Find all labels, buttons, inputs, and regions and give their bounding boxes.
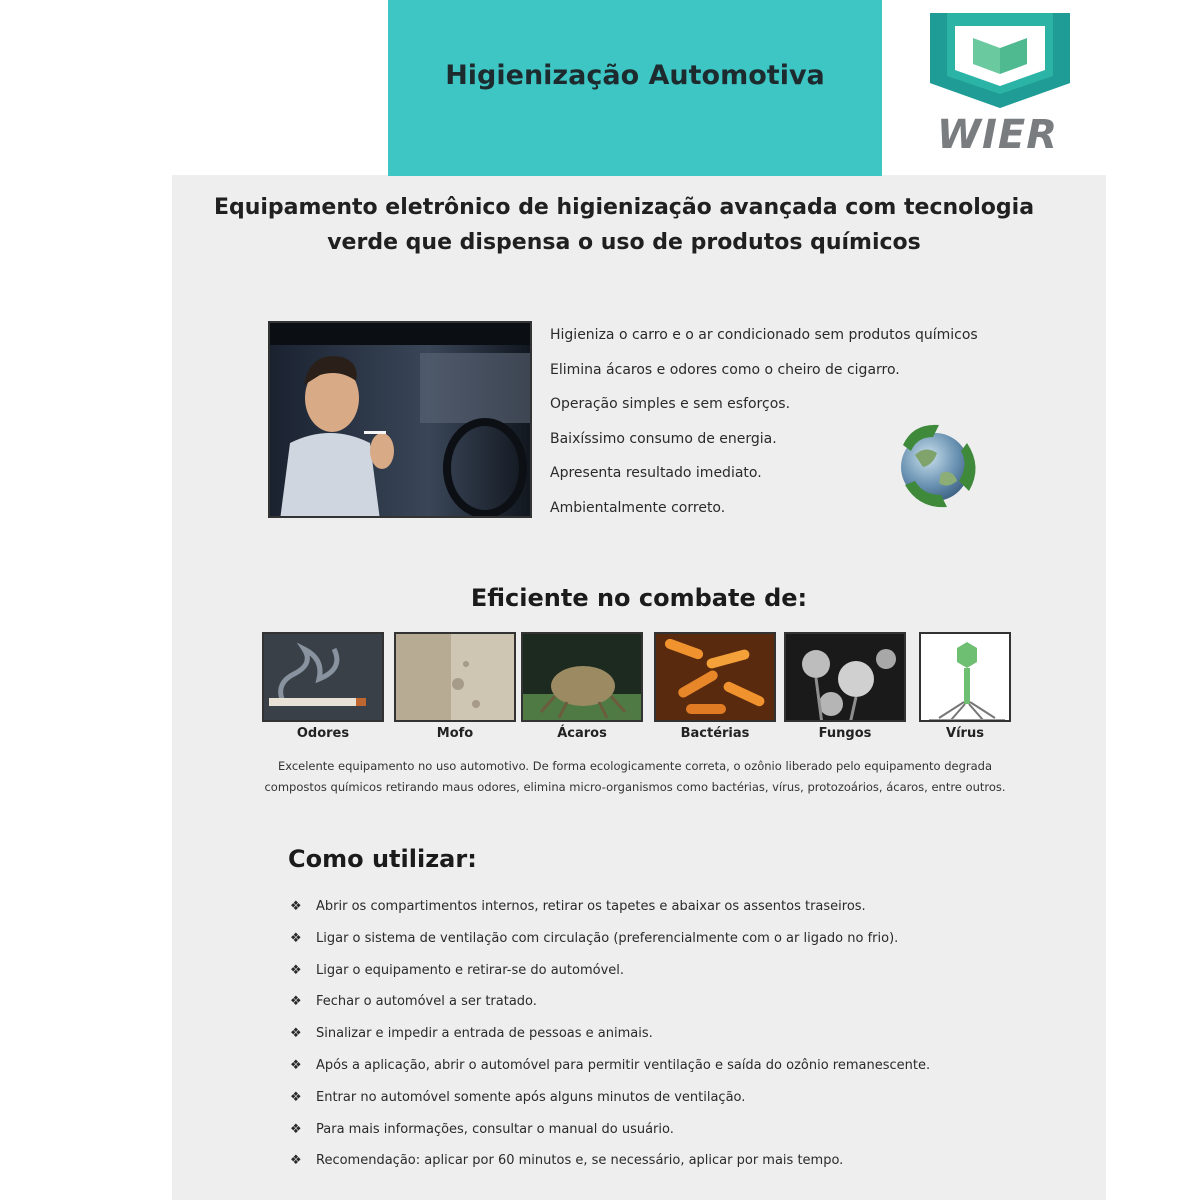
ozone-description: [210, 756, 1060, 798]
pathogen-acaros: [521, 632, 643, 741]
pathogen-label: Mofo: [436, 726, 474, 741]
diamond-bullet-icon: ❖: [290, 1089, 302, 1105]
pathogen-fungos: [784, 632, 906, 741]
benefit-item: Ambientalmente correto.: [550, 499, 726, 516]
diamond-bullet-icon: ❖: [290, 962, 302, 978]
usage-step: [290, 1053, 930, 1085]
description-line-2: compostos químicos retirando maus odores, elimina micro-organismos como bactérias, vírus, protozoários, ácaros, entre outros.: [264, 780, 1006, 794]
acaros-photo: [521, 632, 643, 722]
headline-line-1: Equipamento eletrônico de higienização avançada com tecnologia: [213, 195, 1035, 220]
usage-step-text: Ligar o sistema de ventilação com circulação (preferencialmente com o ar ligado no frio).: [316, 930, 899, 946]
usage-step-text: Abrir os compartimentos internos, retirar os tapetes e abaixar os assentos traseiros.: [316, 899, 866, 914]
diamond-bullet-icon: ❖: [290, 1057, 302, 1073]
diamond-bullet-icon: ❖: [290, 899, 302, 914]
pathogen-label: Fungos: [818, 726, 872, 741]
usage-step-text: Recomendação: aplicar por 60 minutos e, se necessário, aplicar por mais tempo.: [316, 1153, 844, 1169]
bacterias-photo: [654, 632, 776, 722]
usage-step-text: Entrar no automóvel somente após alguns minutos de ventilação.: [316, 1089, 746, 1105]
diamond-bullet-icon: ❖: [290, 930, 302, 946]
pathogen-bacterias: [654, 632, 776, 741]
benefit-item: Apresenta resultado imediato.: [550, 465, 762, 481]
driver-smoking-photo: [268, 321, 532, 518]
usage-step-text: Para mais informações, consultar o manual do usuário.: [316, 1121, 674, 1137]
pathogen-odores: [262, 632, 384, 741]
usage-step: [290, 989, 930, 1021]
pathogen-label: Odores: [296, 726, 350, 741]
diamond-bullet-icon: ❖: [290, 1153, 302, 1169]
headline-line-2: verde que dispensa o uso de produtos químicos: [327, 230, 921, 255]
usage-step: [290, 1021, 930, 1053]
benefit-item: Higieniza o carro e o ar condicionado sem produtos químicos: [550, 327, 978, 343]
usage-step: [290, 958, 930, 990]
pathogen-virus: [919, 632, 1011, 741]
diamond-bullet-icon: ❖: [290, 994, 302, 1010]
recycle-globe-icon: [885, 415, 985, 515]
virus-photo: [919, 632, 1011, 722]
benefit-item: Elimina ácaros e odores como o cheiro de cigarro.: [550, 361, 900, 378]
brand-name: WIER: [936, 112, 1059, 158]
diamond-bullet-icon: ❖: [290, 1121, 302, 1137]
usage-step-text: Fechar o automóvel a ser tratado.: [316, 994, 537, 1010]
usage-step-text: Sinalizar e impedir a entrada de pessoas e animais.: [316, 1026, 653, 1042]
pathogen-label: Bactérias: [680, 726, 750, 741]
usage-step-text: Após a aplicação, abrir o automóvel para permitir ventilação e saída do ozônio remanescente.: [316, 1057, 931, 1073]
headline: [172, 190, 1076, 260]
usage-step: [290, 1117, 930, 1149]
usage-step: [290, 926, 930, 958]
description-line-1: Excelente equipamento no uso automotivo. De forma ecologicamente correta, o ozônio liberado pelo equipamento degrada: [277, 759, 993, 773]
benefit-item: Operação simples e sem esforços.: [550, 396, 791, 412]
fungos-photo: [784, 632, 906, 722]
page-title: Higienização Automotiva: [445, 60, 825, 91]
odores-photo: [262, 632, 384, 722]
pathogen-label: Vírus: [946, 726, 984, 741]
pathogen-label: Ácaros: [557, 726, 607, 741]
diamond-bullet-icon: ❖: [290, 1026, 302, 1042]
usage-title: Como utilizar:: [288, 845, 477, 873]
combat-title: Eficiente no combate de:: [470, 584, 808, 612]
mofo-photo: [394, 632, 516, 722]
pathogen-mofo: [394, 632, 516, 741]
usage-step-text: Ligar o equipamento e retirar-se do automóvel.: [316, 962, 625, 978]
usage-step: [290, 1085, 930, 1117]
title-band: [388, 0, 882, 176]
usage-steps-list: [290, 894, 930, 1180]
pathogen-gallery: [262, 632, 1022, 744]
usage-step: [290, 894, 930, 926]
usage-step: [290, 1148, 930, 1180]
benefit-item: Baixíssimo consumo de energia.: [550, 430, 777, 447]
